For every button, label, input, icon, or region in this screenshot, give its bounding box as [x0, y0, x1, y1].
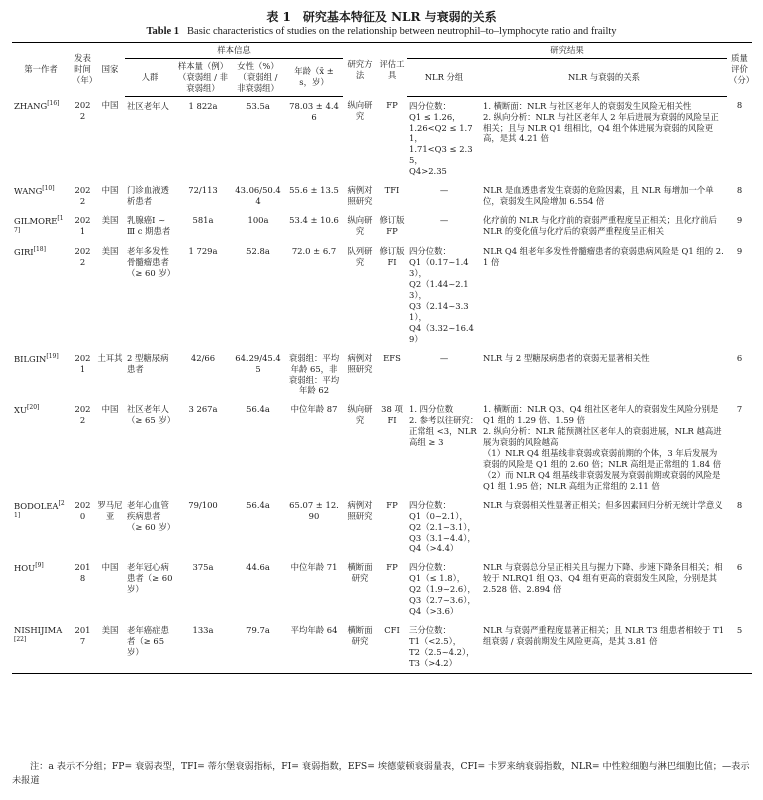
- relation-line: NLR 与衰弱总分呈正相关且与握力下降、步速下降条目相关；相较于 NLRQ1 组 Q3、Q4 组有更高的衰弱发生风险，分别是其 2.528 倍、2.894 倍: [483, 562, 723, 595]
- method-cell: 纵向研究: [347, 214, 373, 236]
- header-year: 发表时间（年）: [70, 43, 95, 97]
- age-cell: 中位年龄 71: [290, 562, 338, 573]
- nlr-group-cell: [407, 181, 481, 211]
- relation-cell: [481, 496, 727, 559]
- quality-cell: 5: [727, 621, 752, 673]
- nlr-group-line: Q1（0~2.1），: [409, 510, 468, 521]
- nlr-group-line: T1（<2.5），: [409, 635, 462, 646]
- relation-cell: [481, 349, 727, 401]
- nlr-group-line: Q1（0.17~1.43），: [409, 257, 469, 279]
- relation-line: NLR 与 2 型糖尿病患者的衰弱无显著相关性: [483, 352, 650, 363]
- author-name: GILMORE: [14, 215, 58, 226]
- reference-marker: [10]: [42, 185, 55, 193]
- sample-size-cell: 1 822a: [188, 100, 218, 111]
- table-title-cn: 表 1 研究基本特征及 NLR 与衰弱的关系: [266, 10, 497, 24]
- quality-cell: 6: [736, 352, 743, 363]
- method-cell: 病例对照研究: [347, 499, 373, 521]
- nlr-group-line: Q2（1.44~2.13），: [409, 279, 469, 301]
- table-row: [12, 621, 752, 673]
- age-cell: 55.6 ± 13.5: [289, 185, 339, 196]
- nlr-group-cell: [407, 96, 481, 181]
- quality-cell: 6: [736, 562, 743, 573]
- author-name: BILGIN: [14, 353, 47, 364]
- nlr-group-line: 四分位数：: [409, 499, 451, 510]
- tool-cell: 修订版 FI: [379, 246, 405, 268]
- nlr-group-cell: [407, 211, 481, 242]
- nlr-group-line: 三分位数：: [409, 625, 451, 635]
- reference-marker: [9]: [35, 562, 44, 570]
- table-footnote: 注：a 表示不分组；FP= 衰弱表型，TFI= 蒂尔堡衰弱指标，FI= 衰弱指数，EFS= 埃德蒙顿衰弱量表，CFI= 卡罗来纳衰弱指数，NLR= 中性粒细胞与淋巴细胞比值；—表示未报道: [12, 761, 750, 787]
- population-cell: 老年多发性骨髓瘤患者（≥ 60 岁）: [127, 246, 176, 279]
- header-sample-group: 样本信息: [125, 43, 343, 59]
- nlr-group-line: Q1 ≤ 1.26，: [409, 111, 461, 122]
- nlr-group-line: —: [439, 214, 449, 225]
- country-cell: 罗马尼亚: [97, 499, 123, 521]
- table-label: Table 1: [146, 26, 180, 37]
- year-cell: 2022: [74, 100, 91, 122]
- tool-cell: EFS: [383, 352, 401, 363]
- nlr-group-line: —: [439, 352, 449, 363]
- population-cell: 社区老年人（≥ 65 岁）: [127, 404, 176, 426]
- female-cell: 53.5a: [246, 100, 270, 111]
- relation-line: 2. 纵向分析：NLR 能预测社区老年人的衰弱进展，NLR 越高进展为衰弱的风险越高: [483, 426, 722, 448]
- relation-line: NLR Q4 组老年多发性骨髓瘤患者的衰弱患病风险是 Q1 组的 2.1 倍: [483, 246, 724, 268]
- country-cell: 中国: [101, 100, 119, 111]
- author-name: XU: [14, 405, 28, 416]
- tool-cell: 38 项 FI: [381, 404, 403, 426]
- age-cell: 53.4 ± 10.6: [289, 214, 339, 225]
- relation-cell: [481, 400, 727, 495]
- age-cell: 72.0 ± 6.7: [291, 246, 337, 257]
- header-age: 年龄（x̄ ± s，岁）: [285, 58, 343, 96]
- population-cell: 老年癌症患者（≥ 65 岁）: [125, 621, 175, 673]
- age-cell: 平均年龄 64: [285, 621, 343, 673]
- relation-line: （2）而 NLR Q4 组基线非衰弱发展为衰弱前期或衰弱的风险是 Q1 组 1.95 倍；NLR 高组为正常组的 2.11 倍: [483, 469, 721, 491]
- population-cell: 门诊血液透析患者: [127, 185, 169, 207]
- method-cell: 纵向研究: [347, 100, 373, 122]
- country-cell: 中国: [101, 404, 119, 415]
- age-cell: 65.07 ± 12.90: [289, 499, 339, 521]
- quality-cell: 8: [736, 185, 743, 196]
- nlr-group-cell: [407, 242, 481, 348]
- method-cell: 横断面研究: [343, 621, 377, 673]
- nlr-group-cell: [407, 558, 481, 621]
- population-cell: 乳腺癌Ⅰ ~ Ⅲ c 期患者: [127, 214, 171, 236]
- nlr-group-line: 2. 参考以往研究：正常组 <3，NLR 高组 ≥ 3: [409, 415, 479, 448]
- relation-cell: [481, 242, 727, 348]
- author-name: WANG: [14, 185, 43, 196]
- nlr-group-line: T3（>4.2）: [409, 657, 458, 668]
- tool-cell: FP: [386, 100, 398, 111]
- reference-marker: [18]: [33, 246, 46, 254]
- nlr-group-cell: [407, 349, 481, 401]
- female-cell: 52.8a: [246, 246, 270, 257]
- author-cell: [12, 181, 70, 211]
- relation-cell: [481, 621, 727, 673]
- author-name: HOU: [14, 563, 36, 574]
- relation-line: 1. 横断面：NLR Q3、Q4 组社区老年人的衰弱发生风险分别是 Q1 组的 1.29 倍、1.59 倍: [483, 404, 719, 426]
- table-title-en: [0, 26, 763, 37]
- author-cell: [12, 242, 70, 348]
- table-row: [12, 349, 752, 401]
- method-cell: 横断面研究: [347, 562, 373, 584]
- relation-line: 1. 横断面：NLR 与社区老年人的衰弱发生风险无相关性: [483, 100, 692, 111]
- country-cell: 中国: [101, 185, 119, 196]
- relation-cell: [481, 558, 727, 621]
- quality-cell: 8: [736, 100, 743, 111]
- nlr-group-line: 四分位数：: [409, 100, 451, 111]
- female-cell: 56.4a: [246, 499, 270, 510]
- relation-cell: [481, 181, 727, 211]
- age-cell: 78.03 ± 4.46: [289, 100, 339, 122]
- female-cell: 43.06/50.44: [235, 185, 281, 207]
- sample-size-cell: 72/113: [188, 185, 218, 196]
- sample-size-cell: 1 729a: [188, 246, 218, 257]
- table-caption: Basic characteristics of studies on the relationship between neutrophil–to–lymphocyte ratio and frailty: [187, 26, 617, 37]
- tool-cell: 修订版 FP: [379, 214, 405, 236]
- method-cell: 病例对照研究: [347, 185, 373, 207]
- relation-line: NLR 是血透患者发生衰弱的危险因素，且 NLR 每增加一个单位，衰弱发生风险增加 6.554 倍: [483, 185, 714, 207]
- relation-line: （1）NLR Q4 组基线非衰弱或衰弱前期的个体，3 年后发展为衰弱的风险是 Q1 组的 2.60 倍；NLR 高组是正常组的 1.84 倍: [483, 448, 722, 470]
- country-cell: 美国: [101, 214, 119, 225]
- header-relation: NLR 与衰弱的关系: [481, 58, 727, 96]
- header-results-group: 研究结果: [407, 43, 727, 59]
- author-cell: [12, 211, 70, 242]
- sample-size-cell: 3 267a: [188, 404, 218, 415]
- nlr-group-line: 1. 四分位数: [409, 404, 454, 415]
- nlr-group-line: Q1（≤ 1.8），: [409, 573, 466, 584]
- quality-cell: 7: [736, 404, 743, 415]
- nlr-group-line: T2（2.5~4.2），: [409, 646, 475, 657]
- table-row: [12, 496, 752, 559]
- nlr-group-line: Q4（>3.6）: [409, 606, 459, 617]
- header-tool: 评估工具: [377, 43, 407, 97]
- quality-cell: 9: [736, 246, 743, 257]
- nlr-group-line: Q4（3.32~16.49）: [409, 322, 474, 344]
- nlr-group-line: Q3（2.14~3.31），: [409, 301, 469, 322]
- author-cell: [12, 400, 70, 495]
- tool-cell: FP: [386, 499, 398, 510]
- relation-cell: [481, 211, 727, 242]
- female-cell: 56.4a: [246, 404, 270, 415]
- relation-line: 化疗前的 NLR 与化疗前的衰弱严重程度呈正相关；且化疗前后 NLR 的变化值与化疗后的衰弱严重程度呈正相关: [483, 214, 717, 236]
- age-cell: 中位年龄 87: [290, 404, 338, 415]
- nlr-group-line: Q2（2.1~3.1），: [409, 521, 476, 532]
- year-cell: 2017: [70, 621, 95, 673]
- year-cell: 2022: [74, 246, 91, 268]
- header-author: 第一作者: [12, 43, 70, 97]
- nlr-group-line: 1.71<Q3 ≤ 2.35，: [409, 144, 473, 166]
- header-nlr-group: NLR 分组: [407, 58, 481, 96]
- tool-cell: TFI: [384, 185, 400, 196]
- author-cell: [12, 96, 70, 181]
- nlr-group-cell: [407, 621, 481, 673]
- nlr-group-line: Q4（>4.4）: [409, 543, 459, 554]
- country-cell: 美国: [95, 621, 125, 673]
- method-cell: 队列研究: [347, 246, 373, 268]
- year-cell: 2021: [74, 352, 91, 374]
- year-cell: 2018: [74, 562, 91, 584]
- table-row: [12, 400, 752, 495]
- relation-line: 2. 纵向分析：NLR 与社区老年人 2 年后进展为衰弱的风险呈正相关；且与 NLR Q1 组相比，Q4 组个体进展为衰弱的风险更高，是其 4.21 倍: [483, 111, 719, 144]
- female-cell: 100a: [247, 214, 269, 225]
- age-cell: 衰弱组：平均年龄 65，非衰弱组：平均年龄 62: [288, 352, 340, 396]
- author-cell: [12, 558, 70, 621]
- sample-size-cell: 133a: [175, 621, 231, 673]
- header-method: 研究方法: [343, 43, 377, 97]
- quality-cell: 8: [736, 499, 743, 510]
- female-cell: 64.29/45.45: [235, 352, 281, 374]
- reference-marker: [19]: [46, 352, 59, 360]
- sample-size-cell: 79/100: [188, 499, 218, 510]
- table-row: [12, 96, 752, 181]
- author-name: BODOLEA: [14, 500, 59, 511]
- country-cell: 美国: [101, 246, 119, 257]
- nlr-group-line: Q3（3.1~4.4），: [409, 532, 476, 543]
- nlr-group-line: —: [439, 185, 449, 196]
- header-quality: 质量评价（分）: [727, 43, 752, 97]
- author-name: ZHANG: [14, 100, 48, 111]
- characteristics-table: [12, 42, 755, 674]
- nlr-group-line: Q3（2.7~3.6），: [409, 595, 476, 606]
- tool-cell: CFI: [377, 621, 407, 673]
- author-cell: [12, 621, 70, 673]
- reference-marker: [20]: [27, 404, 40, 412]
- population-cell: 2 型糖尿病患者: [127, 352, 169, 374]
- relation-line: NLR 与衰弱严重程度显著正相关；且 NLR T3 组患者相较于 T1 组衰弱 / 衰弱前期发生风险更高，是其 3.81 倍: [483, 625, 725, 646]
- sample-size-cell: 581a: [192, 214, 214, 225]
- nlr-group-line: 四分位数：: [409, 246, 451, 257]
- relation-line: NLR 与衰弱相关性显著正相关；但多因素回归分析无统计学意义: [483, 499, 723, 510]
- sample-size-cell: 42/66: [190, 352, 216, 363]
- table-row: [12, 558, 752, 621]
- table-body: [12, 96, 752, 673]
- year-cell: 2020: [74, 499, 91, 521]
- reference-marker: [22]: [14, 635, 27, 643]
- nlr-group-line: 1.26<Q2 ≤ 1.71，: [409, 122, 473, 144]
- author-name: GIRI: [14, 247, 34, 258]
- year-cell: 2022: [74, 404, 91, 426]
- tool-cell: FP: [386, 562, 398, 573]
- nlr-group-line: Q4>2.35: [409, 166, 447, 177]
- population-cell: 老年冠心病患者（≥ 60 岁）: [127, 562, 173, 595]
- nlr-group-line: Q2（1.9~2.6），: [409, 584, 476, 595]
- reference-marker: [21]: [14, 499, 65, 519]
- method-cell: 纵向研究: [347, 404, 373, 426]
- population-cell: 社区老年人: [127, 100, 169, 111]
- header-country: 国家: [95, 43, 125, 97]
- reference-marker: [17]: [14, 214, 64, 234]
- female-cell: 79.7a: [231, 621, 285, 673]
- nlr-group-cell: [407, 400, 481, 495]
- author-cell: [12, 496, 70, 559]
- author-name: NISHIJIMA: [14, 625, 63, 635]
- country-cell: 中国: [101, 562, 119, 573]
- table-row: [12, 181, 752, 211]
- author-cell: [12, 349, 70, 401]
- header-female: 女性（%）（衰弱组 / 非衰弱组）: [231, 58, 285, 96]
- sample-size-cell: 375a: [192, 562, 214, 573]
- quality-cell: 9: [736, 214, 743, 225]
- header-population: 人群: [125, 58, 175, 96]
- table-row: [12, 242, 752, 348]
- nlr-group-cell: [407, 496, 481, 559]
- method-cell: 病例对照研究: [347, 352, 373, 374]
- relation-cell: [481, 96, 727, 181]
- header-sample-size: 样本量（例）（衰弱组 / 非衰弱组）: [175, 58, 231, 96]
- population-cell: 老年心血管疾病患者（≥ 60 岁）: [127, 499, 176, 532]
- year-cell: 2021: [74, 214, 91, 236]
- country-cell: 土耳其: [97, 352, 123, 363]
- reference-marker: [16]: [47, 100, 60, 108]
- nlr-group-line: 四分位数：: [409, 562, 451, 573]
- table-row: [12, 211, 752, 242]
- female-cell: 44.6a: [246, 562, 270, 573]
- year-cell: 2022: [74, 185, 91, 207]
